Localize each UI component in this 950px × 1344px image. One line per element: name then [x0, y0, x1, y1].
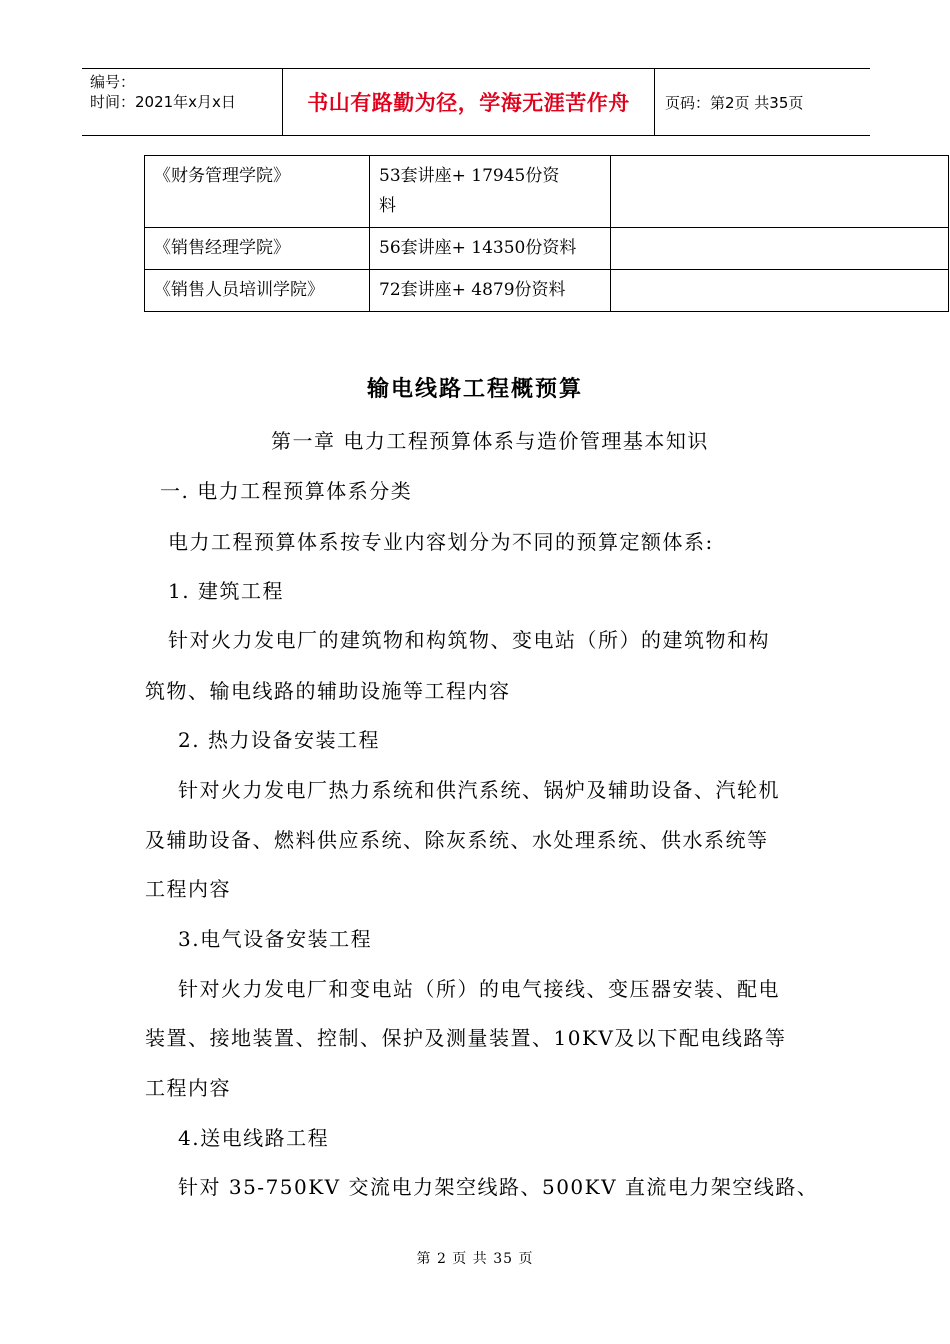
header-motto: 书山有路勤为径，学海无涯苦作舟 [282, 69, 655, 135]
table-cell-content-line: 53套讲座+ 17945份资 [379, 166, 560, 186]
table-cell-name: 《销售人员培训学院》 [145, 270, 370, 312]
paragraph-line: 及辅助设备、燃料供应系统、除灰系统、水处理系统、供水系统等 [145, 828, 769, 852]
paragraph-line: 装置、接地装置、控制、保护及测量装置、10KV及以下配电线路等 [145, 1026, 787, 1050]
paragraph-line: 工程内容 [145, 1076, 231, 1100]
table-cell-content [370, 156, 611, 228]
page-footer: 第 2 页 共 35 页 [416, 1251, 534, 1267]
item-heading: 2. 热力设备安装工程 [178, 728, 380, 752]
page-header [82, 68, 870, 136]
paragraph-line: 针对火力发电厂和变电站（所）的电气接线、变压器安装、配电 [178, 977, 780, 1001]
table-row [145, 156, 949, 228]
table-cell-content-line: 料 [379, 196, 396, 216]
item-heading: 1. 建筑工程 [168, 579, 284, 603]
header-page-label: 页码：第2页 共35页 [665, 93, 804, 112]
intro-paragraph: 电力工程预算体系按专业内容划分为不同的预算定额体系: [168, 530, 714, 554]
table-cell-content: 56套讲座+ 14350份资料 [370, 228, 611, 270]
section-heading: 一. 电力工程预算体系分类 [160, 479, 413, 503]
resource-table [144, 155, 949, 312]
table-cell-note [611, 156, 949, 228]
table-cell-note [611, 228, 949, 270]
item-heading: 4.送电线路工程 [178, 1126, 330, 1150]
document-title: 输电线路工程概预算 [366, 377, 583, 402]
header-number-label: 编号： [90, 73, 136, 91]
paragraph-line: 针对 35-750KV 交流电力架空线路、500KV 直流电力架空线路、 [178, 1175, 819, 1199]
table-cell-name: 《销售经理学院》 [145, 228, 370, 270]
paragraph-line: 针对火力发电厂热力系统和供汽系统、锅炉及辅助设备、汽轮机 [178, 778, 780, 802]
chapter-heading: 第一章 电力工程预算体系与造价管理基本知识 [271, 429, 709, 453]
table-row [145, 228, 949, 270]
paragraph-line: 针对火力发电厂的建筑物和构筑物、变电站（所）的建筑物和构 [168, 628, 770, 652]
table-row [145, 270, 949, 312]
paragraph-line: 工程内容 [145, 877, 231, 901]
header-date-label: 时间：2021年x月x日 [90, 93, 236, 111]
header-meta [82, 69, 282, 135]
table-cell-note [611, 270, 949, 312]
paragraph-line: 筑物、输电线路的辅助设施等工程内容 [145, 679, 511, 703]
table-cell-name: 《财务管理学院》 [145, 156, 370, 228]
table-cell-content: 72套讲座+ 4879份资料 [370, 270, 611, 312]
item-heading: 3.电气设备安装工程 [178, 927, 373, 951]
